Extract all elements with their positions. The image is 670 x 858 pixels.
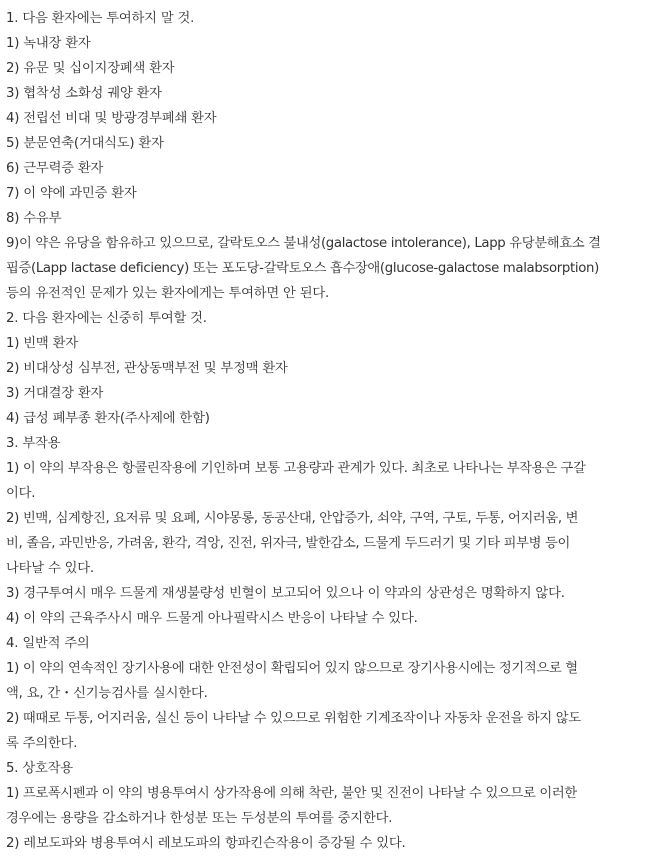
list-item: 2) 빈맥, 심계항진, 요저류 및 요폐, 시야몽롱, 동공산대, 안압증가, 쇠약, 구역, 구토, 두통, 어지러움, 변 <box>6 511 579 526</box>
list-item: 1) 녹내장 환자 <box>6 36 91 51</box>
list-item: 2) 유문 및 십이지장폐색 환자 <box>6 61 175 76</box>
list-item-continuation: 이다. <box>6 486 36 501</box>
list-item: 1) 이 약의 연속적인 장기사용에 대한 안전성이 확립되어 있지 않으므로 장기사용시에는 정기적으로 혈 <box>6 661 578 676</box>
list-item: 9)이 약은 유당을 함유하고 있으므로, 갈락토오스 불내성(galactose intolerance), Lapp 유당분해효소 결 <box>6 236 601 251</box>
list-item: 3) 협착성 소화성 궤양 환자 <box>6 86 162 101</box>
list-item: 2) 레보도파와 병용투여시 레보도파의 항파킨슨작용이 증강될 수 있다. <box>6 836 406 851</box>
list-item: 2) 때때로 두통, 어지러움, 실신 등이 나타날 수 있으므로 위험한 기계조작이나 자동차 운전을 하지 않도 <box>6 711 581 726</box>
list-item: 8) 수유부 <box>6 211 62 226</box>
list-item: 1) 이 약의 부작용은 항콜린작용에 기인하며 보통 고용량과 관계가 있다. 최초로 나타나는 부작용은 구갈 <box>6 461 586 476</box>
list-item-continuation: 록 주의한다. <box>6 736 78 751</box>
list-item: 3) 경구투여시 매우 드물게 재생불량성 빈혈이 보고되어 있으나 이 약과의 상관성은 명확하지 않다. <box>6 586 565 601</box>
list-item: 5) 분문연축(거대식도) 환자 <box>6 136 164 151</box>
list-item: 2) 비대상성 심부전, 관상동맥부전 및 부정맥 환자 <box>6 361 288 376</box>
list-item-continuation: 비, 졸음, 과민반응, 가려움, 환각, 격앙, 진전, 위자극, 발한감소, 드물게 두드러기 및 기타 피부병 등이 <box>6 536 570 551</box>
list-item: 4) 전립선 비대 및 방광경부폐쇄 환자 <box>6 111 217 126</box>
list-item: 1) 빈맥 환자 <box>6 336 78 351</box>
section-heading-side-effects: 3. 부작용 <box>6 436 61 451</box>
list-item-continuation: 핍증(Lapp lactase deficiency) 또는 포도당-갈락토오스 흡수장애(glucose-galactose malabsorption) <box>6 261 599 276</box>
list-item: 4) 이 약의 근육주사시 매우 드물게 아나필락시스 반응이 나타날 수 있다. <box>6 611 418 626</box>
section-heading-contraindications: 1. 다음 환자에는 투여하지 말 것. <box>6 11 195 26</box>
list-item-continuation: 나타날 수 있다. <box>6 561 94 576</box>
list-item: 3) 거대결장 환자 <box>6 386 104 401</box>
list-item-continuation: 경우에는 용량을 감소하거나 한성분 또는 두성분의 투여를 중지한다. <box>6 811 393 826</box>
list-item: 1) 프로폭시펜과 이 약의 병용투여시 상가작용에 의해 착란, 불안 및 진전이 나타날 수 있으므로 이러한 <box>6 786 577 801</box>
list-item: 4) 급성 폐부종 환자(주사제에 한함) <box>6 411 210 426</box>
list-item-continuation: 등의 유전적인 문제가 있는 환자에게는 투여하면 안 된다. <box>6 286 330 301</box>
list-item: 7) 이 약에 과민증 환자 <box>6 186 137 201</box>
list-item-continuation: 액, 요, 간・신기능검사를 실시한다. <box>6 686 208 701</box>
section-heading-caution: 2. 다음 환자에는 신중히 투여할 것. <box>6 311 207 326</box>
section-heading-general-precautions: 4. 일반적 주의 <box>6 636 90 651</box>
section-heading-interactions: 5. 상호작용 <box>6 761 73 776</box>
list-item: 6) 근무력증 환자 <box>6 161 104 176</box>
